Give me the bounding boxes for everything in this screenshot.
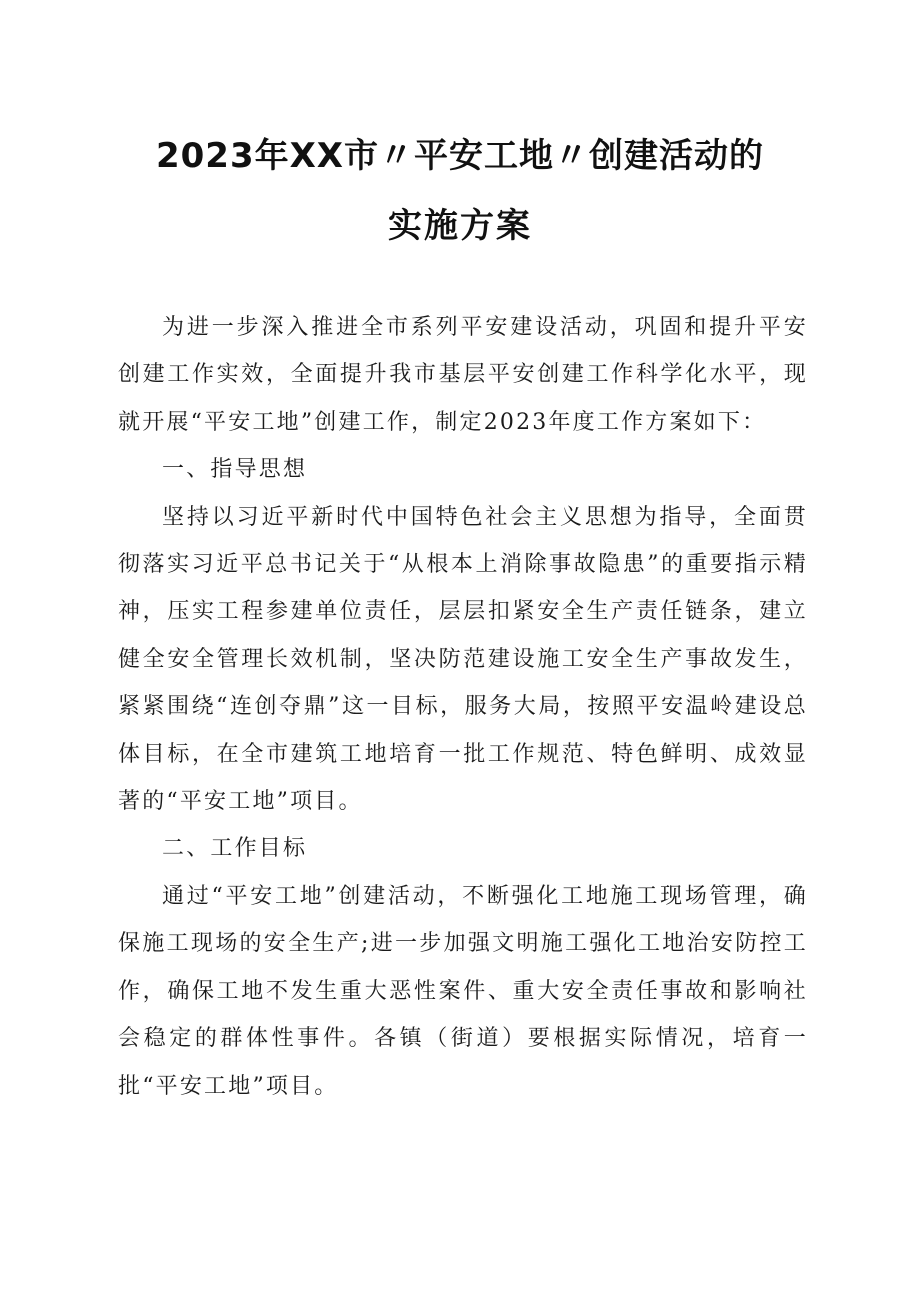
- work-goals-paragraph: 通过“平安工地”创建活动，不断强化工地施工现场管理，确保施工现场的安全生产;进一步加强文明施工强化工地治安防控工作，确保工地不发生重大恶性案件、重大安全责任事故和影响社会稳定的群体性事件。各镇（街道）要根据实际情况，培育一批“平安工地”项目。: [118, 883, 808, 1099]
- document-body: [118, 304, 808, 1110]
- guiding-ideology-paragraph: 坚持以习近平新时代中国特色社会主义思想为指导，全面贯彻落实习近平总书记关于“从根本上消除事故隐患”的重要指示精神，压实工程参建单位责任，层层扣紧安全生产责任链条，建立健全安全管理长效机制，坚决防范建设施工安全生产事故发生，紧紧围绕“连创夺鼎”这一目标，服务大局，按照平安温岭建设总体目标，在全市建筑工地培育一批工作规范、特色鲜明、成效显著的“平安工地”项目。: [118, 504, 808, 815]
- intro-paragraph: 为进一步深入推进全市系列平安建设活动，巩固和提升平安创建工作实效，全面提升我市基层平安创建工作科学化水平，现就开展“平安工地”创建工作，制定2023年度工作方案如下：: [118, 315, 808, 435]
- document-title-line-2: 实施方案: [388, 206, 532, 246]
- section-heading-work-goals: 二、工作目标: [162, 836, 308, 862]
- section-heading-guiding-ideology: 一、指导思想: [162, 457, 308, 483]
- document-title-line-1: 2023年XX市〃平安工地〃创建活动的: [155, 136, 765, 176]
